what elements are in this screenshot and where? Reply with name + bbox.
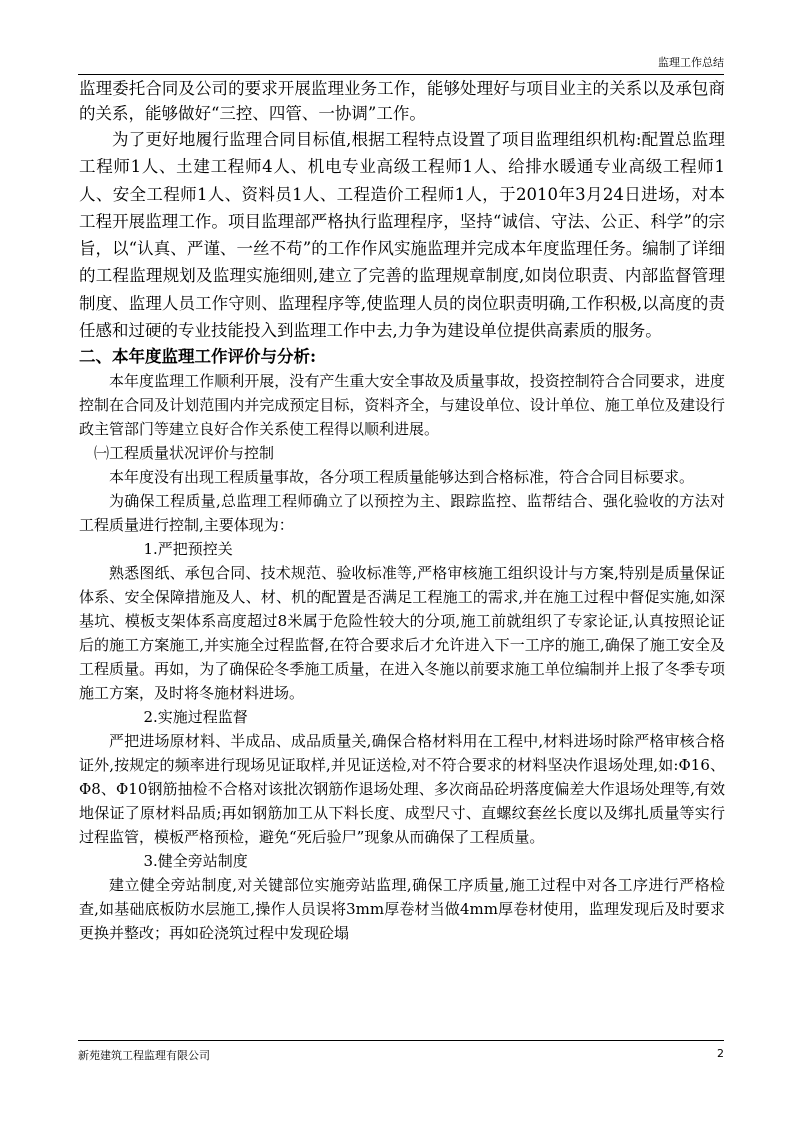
organization-paragraph: 为了更好地履行监理合同目标值,根据工程特点设置了项目监理组织机构:配置总监理工程师1人、土建工程师4人、机电专业高级工程师1人、给排水暖通专业高级工程师1人、安全工程师1人、资料员1人、工程造价工程师1人，于2010年3月24日进场，对本工程开展监理工作。项目监理部严格执行监理程序，坚持“诚信、守法、公正、科学”的宗旨，以“认真、严谨、一丝不苟”的工作作风实施监理并完成本年度监理任务。编制了详细的工程监理规划及监理实施细则,建立了完善的监理规章制度,如岗位职责、内部监督管理制度、监理人员工作守则、监理程序等,使监理人员的岗位职责明确,工作积极,以高度的责任感和过硬的专业技能投入到监理工作中去,力争为建设单位提供高素质的服务。 [79, 130, 725, 341]
page-number: 2 [717, 1047, 724, 1060]
document-body [79, 76, 725, 1036]
item-paragraph-supervision: 严把进场原材料、半成品、成品质量关,确保合格材料用在工程中,材料进场时除严格审核合格证外,按规定的频率进行现场见证取样,并见证送检,对不符合要求的材料坚决作退场处理,如:Φ16、Φ8、Φ10钢筋抽检不合格对该批次钢筋作退场处理、多次商品砼坍落度偏差大作退场处理等,有效地保证了原材料品质;再如钢筋加工从下料长度、成型尺寸、直螺纹套丝长度以及绑扎质量等实行过程监管，模板严格预检，避免“死后验尸”现象从而确保了工程质量。 [79, 732, 725, 847]
section-heading: 二、本年度监理工作评价与分析: [79, 347, 317, 367]
page-header [78, 50, 724, 75]
subsection-heading: ㈠工程质量状况评价与控制 [94, 444, 275, 463]
intro-paragraph: 监理委托合同及公司的要求开展监理业务工作，能够处理好与项目业主的关系以及承包商的关系，能够做好“三控、四管、一协调”工作。 [79, 79, 725, 123]
item-heading-supervision: 2.实施过程监督 [143, 708, 248, 727]
quality-measures-paragraph: 为确保工程质量,总监理工程师确立了以预控为主、跟踪监控、监帮结合、强化验收的方法对工程质量进行控制,主要体现为： [79, 492, 725, 535]
evaluation-paragraph: 本年度监理工作顺利开展，没有产生重大安全事故及质量事故，投资控制符合合同要求，进度控制在合同及计划范围内并完成预定目标，资料齐全，与建设单位、设计单位、施工单位及建设行政主管部门等建立良好合作关系使工程得以顺利进展。 [79, 372, 725, 439]
page-footer [78, 1040, 724, 1062]
item-paragraph-onsite: 建立健全旁站制度,对关键部位实施旁站监理,确保工序质量,施工过程中对各工序进行严格检查,如基础底板防水层施工,操作人员误将3mm厚卷材当做4mm厚卷材使用，监理发现后及时要求更换并整改；再如砼浇筑过程中发现砼塌 [79, 876, 725, 943]
item-heading-precontrol: 1.严把预控关 [143, 540, 233, 559]
footer-company: 新苑建筑工程监理有限公司 [78, 1049, 210, 1062]
item-heading-onsite: 3.健全旁站制度 [143, 852, 248, 871]
header-title: 监理工作总结 [658, 56, 724, 69]
quality-status-paragraph: 本年度没有出现工程质量事故，各分项工程质量能够达到合格标准，符合合同目标要求。 [109, 468, 695, 487]
item-paragraph-precontrol: 熟悉图纸、承包合同、技术规范、验收标准等,严格审核施工组织设计与方案,特别是质量保证体系、安全保障措施及人、材、机的配置是否满足工程施工的需求,并在施工过程中督促实施,如深基坑、模板支架体系高度超过8米属于危险性较大的分项,施工前就组织了专家论证,认真按照论证后的施工方案施工,并实施全过程监督,在符合要求后才允许进入下一工序的施工,确保了施工安全及工程质量。再如，为了确保砼冬季施工质量，在进入冬施以前要求施工单位编制并上报了冬季专项施工方案，及时将冬施材料进场。 [79, 564, 725, 703]
